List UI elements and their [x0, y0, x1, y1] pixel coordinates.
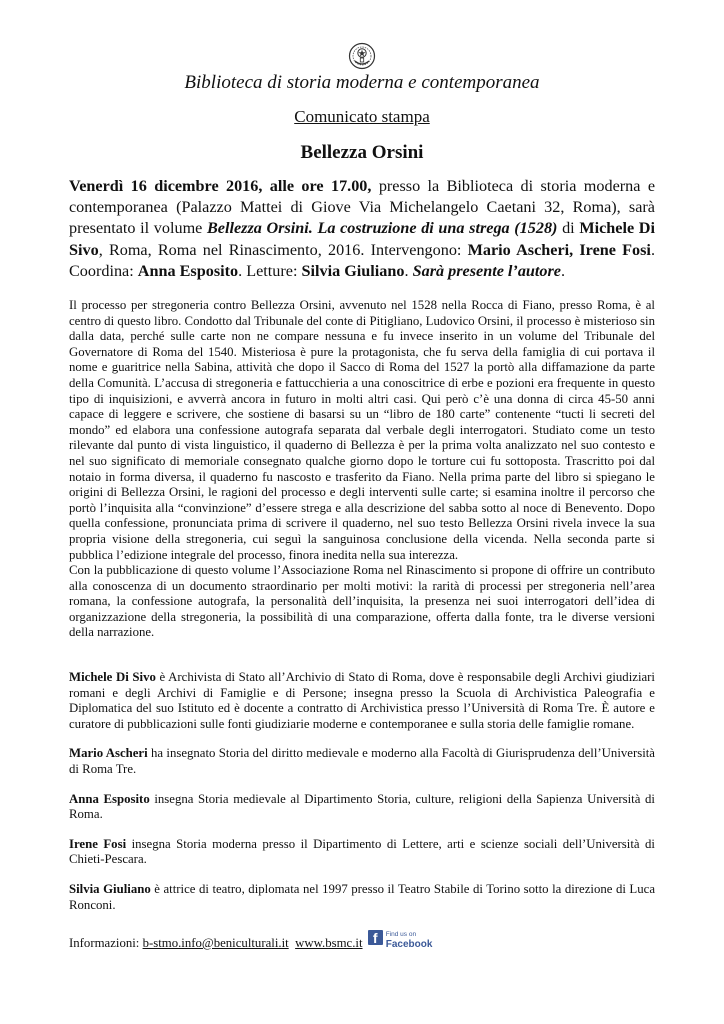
website-link[interactable]: www.bsmc.it: [295, 935, 363, 950]
bio-text: ha insegnato Storia del diritto medievale e moderno alla Facoltà di Giurisprudenza dell’Università di Roma Tre.: [69, 746, 655, 776]
author-present-note: Sarà presente l’autore: [412, 261, 561, 280]
email-link[interactable]: b-stmo.info@beniculturali.it: [142, 935, 289, 950]
speaker-bios: [69, 670, 655, 927]
bio-text: insegna Storia medievale al Dipartimento Storia, culture, religioni della Sapienza Università di Roma.: [69, 791, 655, 822]
bio-text: insegna Storia moderna presso il Dipartimento di Lettere, arti e scienze sociali dell’Università di Chieti-Pescara.: [69, 836, 655, 867]
bio-irene-fosi: [69, 837, 655, 868]
facebook-badge[interactable]: [368, 930, 433, 950]
lead-text-separator: .: [404, 261, 413, 280]
bio-michele-di-sivo: [69, 670, 655, 732]
italian-republic-emblem-icon: [348, 42, 376, 70]
lead-text-by: di: [557, 219, 580, 238]
contact-info: [69, 930, 433, 952]
bio-name: Irene Fosi: [69, 836, 127, 851]
bio-name: Mario Ascheri: [69, 746, 148, 761]
facebook-wordmark: Facebook: [385, 939, 433, 950]
bio-anna-esposito: [69, 792, 655, 823]
event-date-time: Venerdì 16 dicembre 2016, alle ore 17.00,: [69, 177, 372, 195]
lead-text-readings-label: . Letture:: [238, 261, 302, 280]
bio-text: è attrice di teatro, diplomata nel 1997 presso il Teatro Stabile di Torino sotto la direzione di Luca Ronconi.: [69, 881, 656, 912]
event-speakers: Mario Ascheri, Irene Fosi: [467, 240, 651, 259]
volume-title: Bellezza Orsini. La costruzione di una strega (1528): [207, 219, 558, 238]
press-release-label: Comunicato stampa: [294, 107, 430, 126]
description-paragraph-1: Il processo per stregoneria contro Bellezza Orsini, avvenuto nel 1528 nella Rocca di Fiano, presso Roma, è al centro di questo libro. Condotto dal Tribunale del conte di Pitigliano, Ludovico Orsini, il processo è misterioso sin dalla data, perché sulle carte non ne compare nessuna e fu invece inserito in un volume del Tribunale del Governatore di Roma del 1540. Misteriosa è pure la protagonista, che fu serva della famiglia di cui portava il nome e guaritrice nella Sabina, attività che dopo il Sacco di Roma del 1527 la portò alla diffamazione da parte della Comunità. L’accusa di stregoneria e fattucchieria a una conoscitrice di erbe e pozioni era frequente in questo tipo di inquisizioni, e avverrà ancora in futuro in molti altri casi. Qui però c’è una donna di circa 45-50 anni capace di leggere e scrivere, che sostiene di basarsi su un “libro de 180 carte” contenente “tucti li secreti del mondo” ed elabora una confessione autografa separata dal verbale degli interrogatori. Studiato come un testo rilevante dal punto di vista linguistico, il quaderno di Bellezza è per la prima volta analizzato nel suo contesto e nel suo significato di memoriale consegnato qualche giorno dopo le torture cui fu sottoposta. Trascritto poi dal notaio in forma diversa, il quaderno fu nascosto e trasferito da Fiano. Nella prima parte del libro si spiegano le origini di Bellezza Orsini, le ragioni del processo e degli interventi sulle carte; si esamina inoltre il percorso che portò l’inquisita alla “convinzione” d’essere strega e alla descrizione del sabba sotto al noce di Benevento. Dopo quella confessione, pronunciata prima di scrivere il quaderno, nel suo testo Bellezza Orsini rivela invece la sua propria visione della stregoneria, cui seguì la sanguinosa conclusione della vicenda. Nella seconda parte si pubblica l’edizione integrale del processo, finora inedita nella sua interezza.: [69, 298, 655, 562]
facebook-find-us-text: Find us on: [385, 931, 417, 938]
lead-text-end: .: [561, 261, 566, 280]
book-author: Michele Di Sivo: [69, 219, 655, 259]
bio-text: è Archivista di Stato all’Archivio di Stato di Roma, dove è responsabile degli Archivi giudiziari romani e degli Archivi di Famiglie e di Persone; insegna presso la Scuola di Archivistica Paleografia e Diplomatica del suo Istituto ed è docente a contratto di Archivistica presso l’Università di Roma Tre. È autore e curatore di pubblicazioni sulle fonti giudiziarie moderne e contemporanee e sulla storia delle famiglie romane.: [69, 670, 655, 731]
event-coordinator: Anna Esposito: [137, 261, 239, 280]
info-label: Informazioni:: [69, 935, 143, 950]
lead-text-publisher: , Roma, Roma nel Rinascimento, 2016. Intervengono:: [98, 240, 468, 259]
event-announcement: [69, 176, 655, 282]
bio-name: Michele Di Sivo: [69, 670, 156, 684]
bio-mario-ascheri: [69, 746, 655, 777]
institution-name: Biblioteca di storia moderna e contemporanea: [184, 72, 540, 93]
facebook-badge-text: [386, 930, 433, 950]
description-paragraph-2: Con la pubblicazione di questo volume l’Associazione Roma nel Rinascimento si propone di offrire un contributo alla conoscenza di un documento straordinario per molti motivi: la rarità di processi per stregoneria nell’area romana, la confessione autografa, la personalità dell’inquisita, la presenza nei suoi interrogatori dell’idea di organizzazione della stregoneria, la possibilità di una comparazione, offerta dalla fonte, tra le diverse versioni della narrazione.: [69, 563, 655, 640]
bio-name: Silvia Giuliano: [69, 881, 151, 896]
facebook-f-icon: f: [368, 930, 383, 945]
lead-text-coordinator-label: . Coordina:: [69, 240, 655, 280]
book-description: [69, 298, 655, 641]
book-title: Bellezza Orsini: [300, 142, 424, 163]
lead-text-venue: presso la Biblioteca di storia moderna e contemporanea (Palazzo Mattei di Giove Via Michelangelo Caetani 32, Roma), sarà presentato il volume: [69, 177, 655, 238]
bio-silvia-giuliano: [69, 882, 655, 913]
bio-name: Anna Esposito: [69, 791, 150, 806]
event-reader: Silvia Giuliano: [301, 261, 405, 280]
